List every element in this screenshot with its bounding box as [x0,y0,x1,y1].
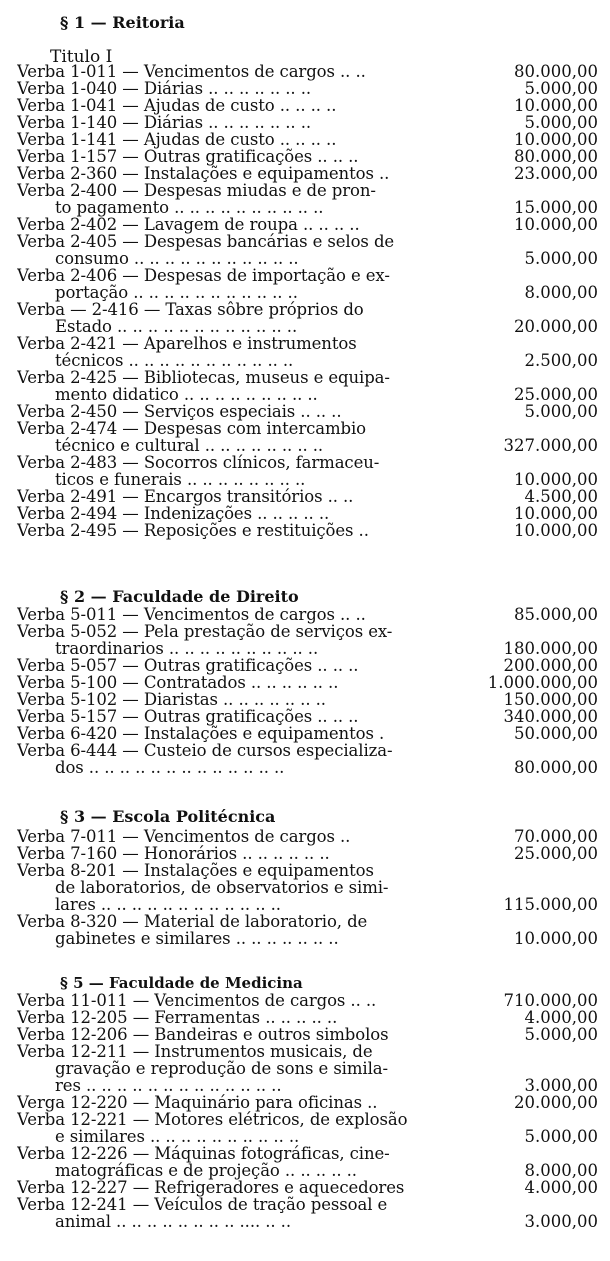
budget-line-text: Verba 1-141 — Ajudas de custo .. .. .. .. [17,130,337,149]
budget-line-amount: 20.000,00 [514,1093,598,1112]
budget-line-amount: 150.000,00 [503,690,598,709]
budget-line-amount: 80.000,00 [514,758,598,777]
budget-line-text: Verba 8-320 — Material de laboratorio, de [17,912,368,931]
section-heading-escola-politecnica: § 3 — Escola Politécnica [60,807,276,826]
budget-line-text: Verba — 2-416 — Taxas sôbre próprios do [17,300,364,319]
budget-line-amount: 10.000,00 [514,96,598,115]
budget-line-text: Verba 2-491 — Encargos transitórios .. .. [17,487,354,506]
budget-line-text: Verba 12-226 — Máquinas fotográficas, cine- [17,1144,390,1163]
budget-line-text: Verba 2-406 — Despesas de importação e ex- [17,266,390,285]
budget-line-amount: 2.500,00 [524,351,598,370]
budget-line-amount: 4.000,00 [524,1178,598,1197]
budget-line-text: to pagamento .. .. .. .. .. .. .. .. .. .. [55,198,324,217]
budget-line-text: Verga 12-220 — Maquinário para oficinas .. [17,1093,378,1112]
budget-line-text: Verba 2-483 — Socorros clínicos, farmaceu- [17,453,380,472]
budget-line-text: Verba 1-041 — Ajudas de custo .. .. .. .. [17,96,337,115]
budget-line-text: técnico e cultural .. .. .. .. .. .. .. .. [55,436,324,455]
budget-line-amount: 5.000,00 [524,402,598,421]
budget-line-text: Verba 2-421 — Aparelhos e instrumentos [17,334,357,353]
budget-line-amount: 8.000,00 [524,1161,598,1180]
budget-line-amount: 1.000.000,00 [487,673,598,692]
budget-line-text: Verba 7-160 — Honorários .. .. .. .. .. .. [17,844,330,863]
budget-line-text: Verba 2-474 — Despesas com intercambio [17,419,367,438]
budget-line-amount: 25.000,00 [514,844,598,863]
budget-line-text: Verba 12-241 — Veículos de tração pessoal e [17,1195,388,1214]
budget-line-amount: 80.000,00 [514,147,598,166]
budget-line-amount: 200.000,00 [503,656,598,675]
budget-line-amount: 15.000,00 [514,198,598,217]
budget-line-text: Verba 2-400 — Despesas miudas e de pron- [17,181,376,200]
budget-line-text: Verba 2-494 — Indenizações .. .. .. .. .. [17,504,330,523]
budget-line-amount: 70.000,00 [514,827,598,846]
section-heading-faculdade-medicina: § 5 — Faculdade de Medicina [60,974,303,992]
budget-line-text: Verba 2-425 — Bibliotecas, museus e equipa- [17,368,390,387]
budget-line-amount: 4.000,00 [524,1008,598,1027]
budget-line-amount: 5.000,00 [524,249,598,268]
budget-line-text: Verba 7-011 — Vencimentos de cargos .. [17,827,351,846]
budget-line-text: gabinetes e similares .. .. .. .. .. .. .. [55,929,339,948]
budget-line-amount: 710.000,00 [503,991,598,1010]
budget-line-text: Verba 12-221 — Motores elétricos, de explosão [17,1110,408,1129]
budget-line-text: Verba 5-011 — Vencimentos de cargos .. .. [17,605,366,624]
budget-line-text: portação .. .. .. .. .. .. .. .. .. .. .. [55,283,298,302]
budget-line-text: Verba 8-201 — Instalações e equipamentos [17,861,374,880]
budget-line-amount: 80.000,00 [514,62,598,81]
budget-line-text: Verba 2-495 — Reposições e restituições .. [17,521,369,540]
budget-line-text: dos .. .. .. .. .. .. .. .. .. .. .. .. .. [55,758,285,777]
budget-line-text: Verba 1-040 — Diárias .. .. .. .. .. .. .. [17,79,312,98]
budget-line-text: matográficas e de projeção .. .. .. .. .. [55,1161,357,1180]
budget-line-amount: 23.000,00 [514,164,598,183]
budget-line-amount: 10.000,00 [514,215,598,234]
budget-line-amount: 10.000,00 [514,929,598,948]
budget-line-text: Verba 5-100 — Contratados .. .. .. .. .. .. [17,673,339,692]
budget-line-text: Verba 2-360 — Instalações e equipamentos .. [17,164,390,183]
subheading-titulo: Titulo I [50,47,113,67]
budget-line-amount: 327.000,00 [503,436,598,455]
budget-line-text: técnicos .. .. .. .. .. .. .. .. .. .. .. [55,351,294,370]
budget-line-text: Verba 6-420 — Instalações e equipamentos . [17,724,385,743]
budget-line-amount: 180.000,00 [503,639,598,658]
section-heading-reitoria: § 1 — Reitoria [60,13,185,32]
budget-line-amount: 3.000,00 [524,1076,598,1095]
budget-line-amount: 5.000,00 [524,79,598,98]
budget-line-text: lares .. .. .. .. .. .. .. .. .. .. .. .. [55,895,281,914]
budget-line-amount: 4.500,00 [524,487,598,506]
budget-line-amount: 25.000,00 [514,385,598,404]
budget-line-text: Verba 5-157 — Outras gratificações .. .. .. [17,707,359,726]
budget-line-text: Verba 1-011 — Vencimentos de cargos .. .. [17,62,366,81]
budget-line-amount: 20.000,00 [514,317,598,336]
budget-line-amount: 50.000,00 [514,724,598,743]
budget-line-text: Verba 12-206 — Bandeiras e outros simbolos [17,1025,389,1044]
budget-line-text: Verba 2-450 — Serviços especiais .. .. .. [17,402,342,421]
budget-line-text: de laboratorios, de observatorios e simi- [55,878,389,897]
budget-line-amount: 5.000,00 [524,1127,598,1146]
budget-line-amount: 3.000,00 [524,1212,598,1231]
budget-line-text: Verba 12-211 — Instrumentos musicais, de [17,1042,373,1061]
budget-line-text: Verba 12-205 — Ferramentas .. .. .. .. .. [17,1008,338,1027]
budget-line-amount: 10.000,00 [514,130,598,149]
budget-line-text: Verba 12-227 — Refrigeradores e aquecedores [17,1178,405,1197]
budget-line-text: traordinarios .. .. .. .. .. .. .. .. .. .. [55,639,319,658]
budget-line-text: Verba 2-405 — Despesas bancárias e selos de [17,232,395,251]
budget-line-text: animal .. .. .. .. .. .. .. .. .... .. .. [55,1212,291,1231]
budget-line-text: Verba 5-052 — Pela prestação de serviços ex- [17,622,393,641]
budget-line-amount: 115.000,00 [503,895,598,914]
budget-line-amount: 5.000,00 [524,113,598,132]
section-heading-faculdade-direito: § 2 — Faculdade de Direito [60,587,299,606]
budget-line-text: Verba 1-140 — Diárias .. .. .. .. .. .. .. [17,113,312,132]
budget-line-amount: 10.000,00 [514,504,598,523]
budget-line-text: Verba 5-102 — Diaristas .. .. .. .. .. .. .. [17,690,326,709]
budget-line-text: Verba 5-057 — Outras gratificações .. .. .. [17,656,359,675]
budget-line-amount: 340.000,00 [503,707,598,726]
budget-line-amount: 10.000,00 [514,521,598,540]
budget-line-text: mento didatico .. .. .. .. .. .. .. .. .. [55,385,318,404]
budget-line-text: Verba 1-157 — Outras gratificações .. .. .. [17,147,359,166]
budget-line-amount: 10.000,00 [514,470,598,489]
budget-line-text: e similares .. .. .. .. .. .. .. .. .. .. [55,1127,300,1146]
budget-line-amount: 8.000,00 [524,283,598,302]
budget-line-amount: 5.000,00 [524,1025,598,1044]
budget-line-text: consumo .. .. .. .. .. .. .. .. .. .. .. [55,249,299,268]
budget-line-text: Verba 11-011 — Vencimentos de cargos .. .. [17,991,377,1010]
budget-line-text: ticos e funerais .. .. .. .. .. .. .. .. [55,470,306,489]
budget-line-amount: 85.000,00 [514,605,598,624]
budget-line-text: gravação e reprodução de sons e simila- [55,1059,388,1078]
budget-line-text: Estado .. .. .. .. .. .. .. .. .. .. .. .. [55,317,298,336]
budget-line-text: Verba 2-402 — Lavagem de roupa .. .. .. .. [17,215,360,234]
budget-line-text: Verba 6-444 — Custeio de cursos especializa- [17,741,393,760]
budget-line-text: res .. .. .. .. .. .. .. .. .. .. .. .. .. [55,1076,282,1095]
